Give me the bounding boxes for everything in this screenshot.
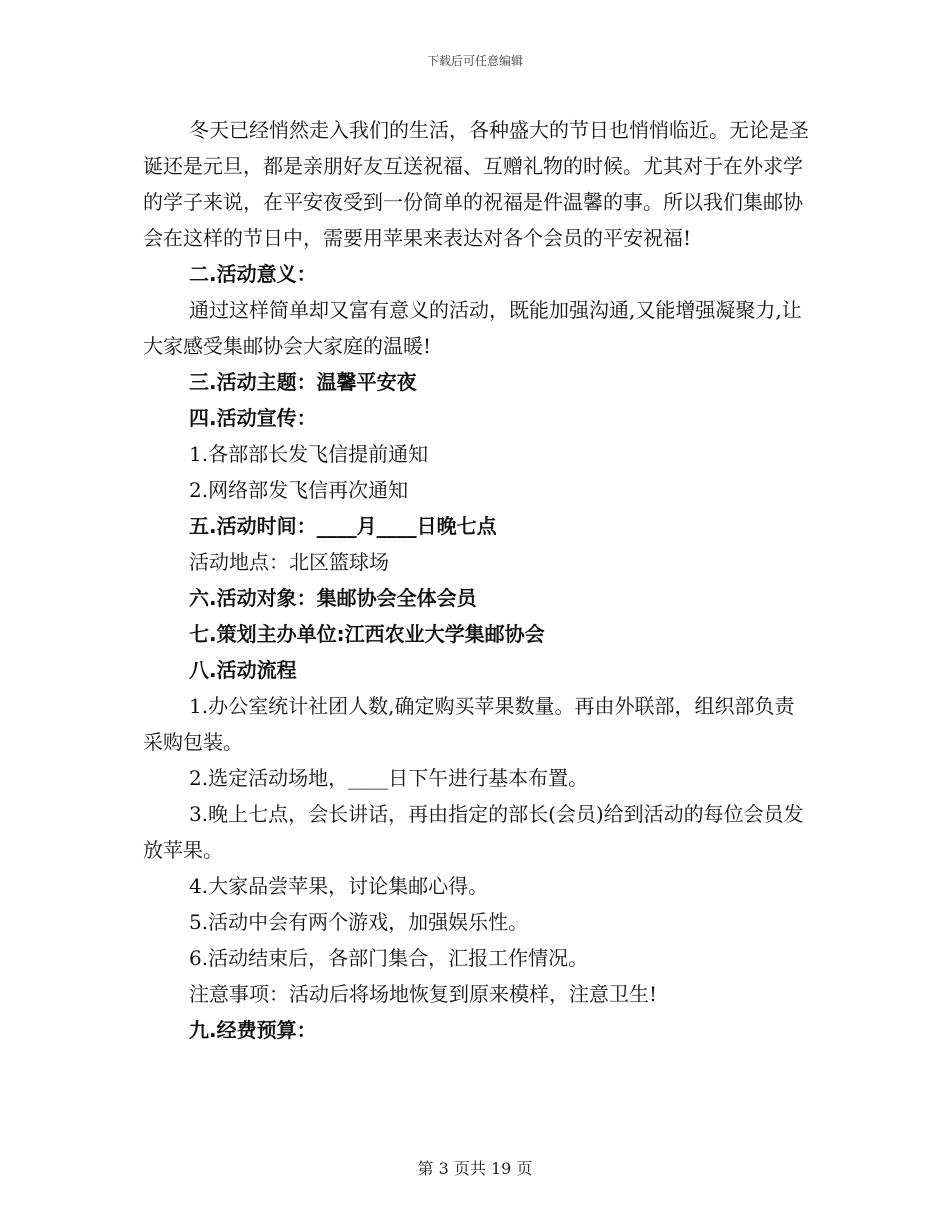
- event-location: 活动地点：北区篮球场: [189, 550, 389, 574]
- page-footer: 第 3 页共 19 页: [417, 1159, 533, 1178]
- intro-paragraph: 冬天已经悄然走入我们的生活，各种盛大的节日也悄悄临近。无论是圣诞还是元旦，都是亲朋好友互送祝福、互赠礼物的时候。尤其对于在外求学的学子来说，在平安夜受到一份简单的祝福是件温馨的事。所以我们集邮协会在这样的节日中，需要用苹果来表达对各个会员的平安祝福!: [143, 118, 809, 250]
- section-heading-8: 八.活动流程: [189, 658, 297, 682]
- page-header: 下载后可任意编辑: [426, 54, 523, 68]
- promotion-item-2: 2.网络部发飞信再次通知: [189, 478, 409, 502]
- promotion-item-1: 1.各部部长发飞信提前通知: [189, 442, 429, 466]
- process-item-4: 4.大家品尝苹果，讨论集邮心得。: [189, 874, 489, 898]
- process-item-1: 1.办公室统计社团人数,确定购买苹果数量。再由外联部，组织部负责采购包装。: [143, 694, 795, 754]
- section-heading-2: 二.活动意义：: [189, 262, 317, 286]
- process-item-5: 5.活动中会有两个游戏，加强娱乐性。: [189, 910, 529, 934]
- process-item-6: 6.活动结束后，各部门集合，汇报工作情况。: [189, 946, 589, 970]
- section-heading-7: 七.策划主办单位:江西农业大学集邮协会: [189, 622, 545, 646]
- process-item-2: 2.选定活动场地，____日下午进行基本布置。: [189, 766, 589, 790]
- section-heading-9: 九.经费预算：: [189, 1018, 317, 1042]
- section-heading-3: 三.活动主题：温馨平安夜: [189, 370, 417, 394]
- section-heading-5: 五.活动时间：____月____日晚七点: [189, 514, 497, 538]
- process-note: 注意事项：活动后将场地恢复到原来模样，注意卫生!: [189, 982, 658, 1006]
- section-heading-6: 六.活动对象：集邮协会全体会员: [189, 586, 477, 610]
- process-item-3: 3.晚上七点，会长讲话，再由指定的部长(会员)给到活动的每位会员发放苹果。: [143, 802, 804, 862]
- document-body: [143, 112, 811, 1048]
- section-heading-4: 四.活动宣传：: [189, 406, 317, 430]
- paragraph-significance: 通过这样简单却又富有意义的活动，既能加强沟通,又能增强凝聚力,让大家感受集邮协会大家庭的温暖!: [143, 298, 802, 358]
